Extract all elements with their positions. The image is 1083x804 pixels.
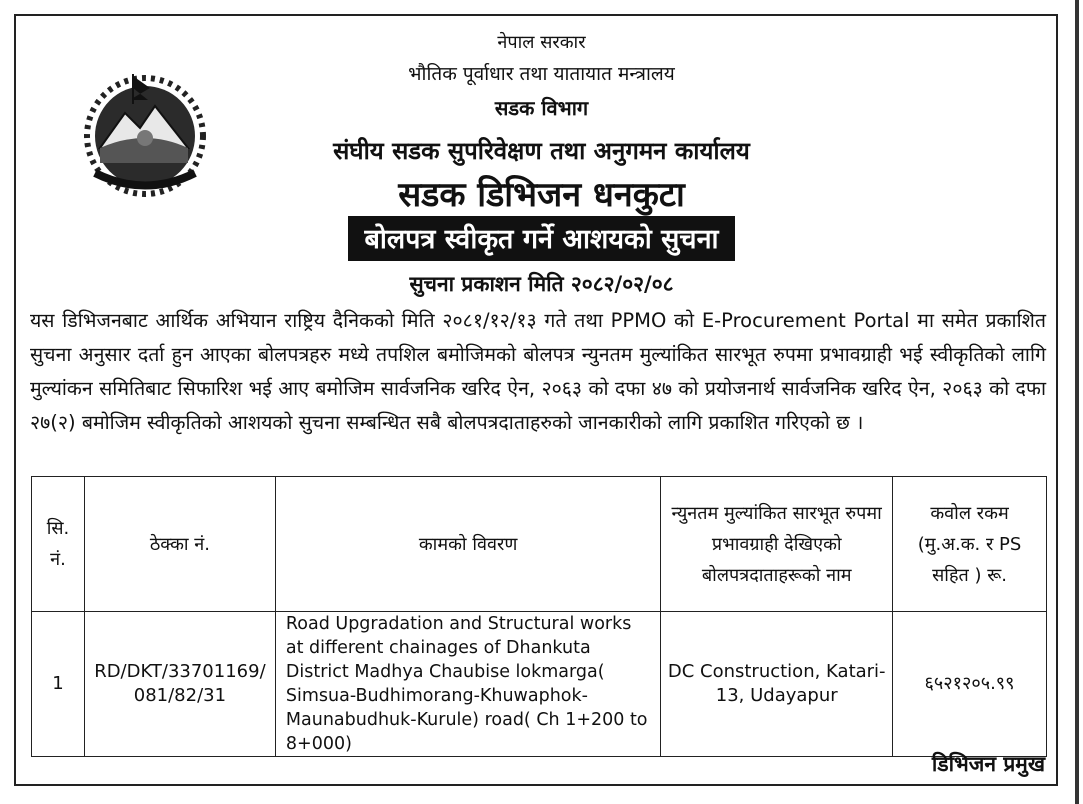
cell-amount: ६५२१२०५.९९ [893,612,1047,757]
table-row [32,612,1047,757]
header-amount: कवोल रकम (मु.अ.क. र PS सहित ) रू. [893,477,1047,612]
cell-sn: 1 [32,612,85,757]
table-header-row [32,477,1047,612]
ministry-name: भौतिक पूर्वाधार तथा यातायात मन्त्रालय [408,63,675,85]
publish-date: सुचना प्रकाशन मिति २०८२/०२/०८ [409,272,674,296]
department-name: सडक विभाग [494,96,589,120]
government-name: नेपाल सरकार [497,32,586,53]
notice-banner [0,216,1083,261]
award-table [31,476,1047,757]
header-description: कामको विवरण [275,477,660,612]
header-contract-no: ठेक्का नं. [84,477,275,612]
cell-bidder: DC Construction, Katari-13, Udayapur [661,612,893,757]
notice-title: बोलपत्र स्वीकृत गर्ने आशयको सुचना [348,216,734,261]
cell-contract-no: RD/DKT/33701169/ 081/82/31 [84,612,275,757]
notice-body: यस डिभिजनबाट आर्थिक अभियान राष्ट्रिय दैनिकको मिति २०८१/१२/१३ गते तथा PPMO को E-Procurement Portal मा समेत प्रकाशित सुचना अनुसार दर्ता हुन आएका बोलपत्रहरु मध्ये तपशिल बमोजिमको बोलपत्र न्युनतम मुल्यांकित सारभूत रुपमा प्रभावग्राही भई स्वीकृतिको लागि मुल्यांकन समितिबाट सिफारिश भई आए बमोजिम सार्वजनिक खरिद ऐन, २०६३ को दफा ४७ को प्रयोजनार्थ सार्वजनिक खरिद ऐन, २०६३ को दफा २७(२) बमोजिम स्वीकृतिको आशयको सुचना सम्बन्धित सबै बोलपत्रदाताहरुको जानकारीको लागि प्रकाशित गरिएको छ । [30,309,1046,434]
header-sn: सि. नं. [32,477,85,612]
signature-title: डिभिजन प्रमुख [931,752,1045,776]
cell-description: Road Upgradation and Structural works at different chainages of Dhankuta District Madhya Chaubise lokmarga( Simsua-Budhimorang-Khuwaphok-Maunabudhuk-Kurule) road( Ch 1+200 to 8+000) [275,612,660,757]
division-name: सडक डिभिजन धनकुटा [398,175,685,215]
header-bidder: न्युनतम मुल्यांकित सारभूत रुपमा प्रभावग्राही देखिएको बोलपत्रदाताहरूको नाम [661,477,893,612]
office-name: संघीय सडक सुपरिवेक्षण तथा अनुगमन कार्यालय [333,137,750,165]
